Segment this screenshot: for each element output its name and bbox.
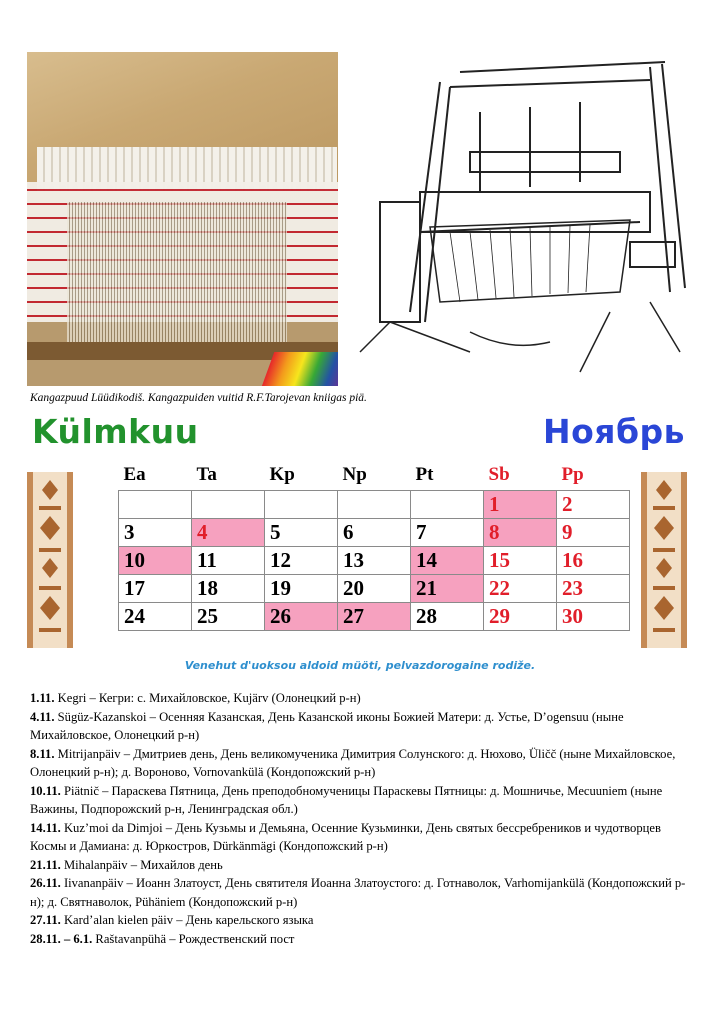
holiday-notes [30, 689, 695, 948]
calendar-day: 2 [557, 491, 630, 519]
calendar-week [119, 491, 630, 519]
holiday-date: 4.11. [30, 709, 55, 724]
calendar-day: 17 [119, 575, 192, 603]
holiday-text: Raštavanpühä – Рождественский пост [92, 931, 295, 946]
holiday-note [30, 689, 695, 708]
calendar-day: 26 [265, 603, 338, 631]
ornament-left [27, 472, 73, 648]
holiday-note [30, 874, 695, 911]
weekday-header-row [119, 460, 630, 491]
calendar-day: 20 [338, 575, 411, 603]
calendar-day: 16 [557, 547, 630, 575]
holiday-note [30, 930, 695, 949]
holiday-note [30, 782, 695, 819]
calendar-day: 18 [192, 575, 265, 603]
holiday-text: Piätnič – Параскева Пятница, День преподобномученицы Параскевы Пятницы: д. Мошничье, Mecuuniem (ныне Важины, Подпорожский р-н, Ленинградская обл.) [30, 783, 663, 816]
holiday-text: Iivananpäiv – Иоанн Златоуст, День святителя Иоанна Златоустого: д. Готнаволок, Varhomijankülä (Кондопожский р-н); д. Святнаволок, Pühäniem (Кондопожский р-н) [30, 876, 686, 909]
month-title-karelian: Külmkuu [32, 412, 199, 451]
calendar-day: 1 [484, 491, 557, 519]
holiday-note [30, 745, 695, 782]
calendar-week [119, 547, 630, 575]
calendar-day: 23 [557, 575, 630, 603]
holiday-text: Kard’alan kielen päiv – День карельского языка [60, 913, 314, 927]
motto: Venehut d'uoksou aldoid müöti, pelvazdorogaine rodiže. [184, 659, 536, 672]
calendar-day: 15 [484, 547, 557, 575]
loom-drawing [350, 52, 690, 386]
weekday-ta: Ta [196, 464, 217, 485]
holiday-text: Mitrijanpäiv – Дмитриев день, День великомученика Димитрия Солунского: д. Нюхово, Üličč (ныне Михайловское, Олонецкий р-н); д. Вороново, Vornovankülä (Кондопожский р-н) [30, 746, 676, 779]
holiday-date: 28.11. – 6.1. [30, 931, 93, 946]
holiday-date: 8.11. [30, 746, 55, 761]
holiday-date: 10.11. [30, 783, 61, 798]
calendar-day: 6 [338, 519, 411, 547]
calendar-day: 11 [192, 547, 265, 575]
calendar-day: 13 [338, 547, 411, 575]
calendar-day: 19 [265, 575, 338, 603]
calendar-empty-cell [338, 491, 411, 519]
holiday-note [30, 856, 695, 875]
calendar-day: 27 [338, 603, 411, 631]
calendar-empty-cell [265, 491, 338, 519]
calendar-week [119, 575, 630, 603]
weekday-sb: Sb [488, 464, 510, 485]
holiday-date: 27.11. [30, 913, 61, 927]
holiday-note [30, 819, 695, 856]
calendar-empty-cell [119, 491, 192, 519]
weekday-pt: Pt [415, 464, 434, 485]
calendar-day: 9 [557, 519, 630, 547]
calendar-day: 7 [411, 519, 484, 547]
calendar-grid [118, 460, 630, 631]
holiday-text: Sügüz-Kazanskoi – Осенняя Казанская, День Казанской иконы Божией Матери: д. Устье, D’ogensuu (ныне Михайловское, Олонецкий р-н) [30, 709, 624, 742]
calendar-empty-cell [411, 491, 484, 519]
weekday-ea: Ea [123, 464, 146, 485]
weekday-kp: Kp [269, 464, 295, 485]
calendar-day: 10 [119, 547, 192, 575]
holiday-text: Mihalanpäiv – Михайлов день [60, 857, 223, 872]
photo-caption: Kangazpuud Lüüdikodiš. Kangazpuiden vuitid R.F.Tarojevan kniigas piä. [30, 392, 367, 404]
loom-photo [27, 52, 338, 386]
calendar-day: 4 [192, 519, 265, 547]
calendar-day: 30 [557, 603, 630, 631]
weekday-pp: Pp [561, 464, 584, 485]
calendar-day: 8 [484, 519, 557, 547]
holiday-date: 14.11. [30, 820, 61, 835]
holiday-text: Kuz’moi da Dimjoi – День Кузьмы и Демьяна, Осенние Кузьминки, День святых бессребреников и чудотворцев Космы и Дамиана: д. Юркостров, Dürkänmägi (Кондопожский р-н) [30, 820, 661, 853]
month-title-russian: Ноябрь [542, 412, 685, 451]
holiday-date: 26.11. [30, 876, 61, 890]
holiday-note [30, 708, 695, 745]
calendar-day: 21 [411, 575, 484, 603]
weekday-np: Np [342, 464, 367, 485]
holiday-note [30, 911, 695, 930]
calendar-day: 5 [265, 519, 338, 547]
calendar-week [119, 603, 630, 631]
calendar-day: 25 [192, 603, 265, 631]
calendar-empty-cell [192, 491, 265, 519]
calendar-day: 14 [411, 547, 484, 575]
calendar-day: 22 [484, 575, 557, 603]
calendar-day: 28 [411, 603, 484, 631]
calendar-day: 29 [484, 603, 557, 631]
holiday-text: Kegri – Кегри: с. Михайловское, Kujärv (Олонецкий р-н) [54, 691, 361, 705]
ornament-right [641, 472, 687, 648]
calendar-week [119, 519, 630, 547]
calendar-day: 3 [119, 519, 192, 547]
holiday-date: 1.11. [30, 691, 55, 705]
holiday-date: 21.11. [30, 857, 61, 872]
calendar-day: 12 [265, 547, 338, 575]
calendar-day: 24 [119, 603, 192, 631]
